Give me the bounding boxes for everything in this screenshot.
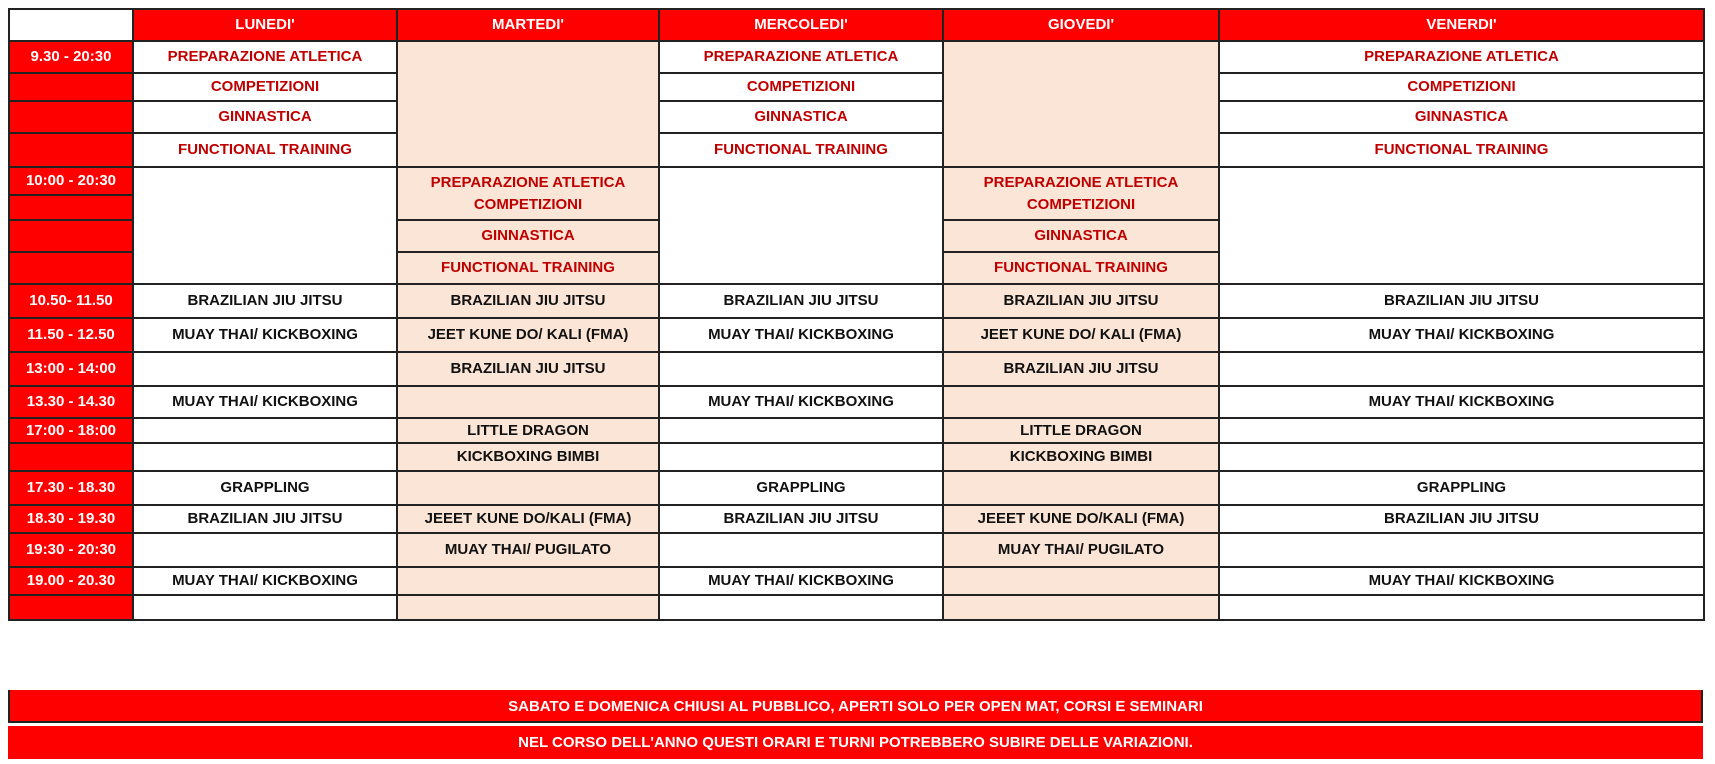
empty-cell (659, 167, 943, 284)
class-cell: COMPETIZIONI (133, 73, 397, 101)
class-cell: BRAZILIAN JIU JITSU (397, 284, 659, 318)
day-header-giovedi: GIOVEDI' (943, 9, 1219, 41)
class-cell: BRAZILIAN JIU JITSU (1219, 505, 1704, 533)
time-cell: 17.30 - 18.30 (9, 471, 133, 505)
table-row (9, 443, 1704, 471)
class-cell: GINNASTICA (943, 220, 1219, 252)
class-cell (943, 167, 1219, 220)
table-row (9, 595, 1704, 620)
time-cell: 13:00 - 14:00 (9, 352, 133, 386)
table-row (9, 318, 1704, 352)
class-cell: MUAY THAI/ KICKBOXING (659, 567, 943, 595)
empty-cell (133, 595, 397, 620)
empty-cell (397, 567, 659, 595)
empty-cell (133, 533, 397, 567)
time-cell: 11.50 - 12.50 (9, 318, 133, 352)
empty-cell (1219, 443, 1704, 471)
empty-cell (943, 567, 1219, 595)
time-cell (9, 252, 133, 284)
class-cell: BRAZILIAN JIU JITSU (133, 505, 397, 533)
table-row (9, 386, 1704, 418)
table-row (9, 41, 1704, 73)
table-row (9, 284, 1704, 318)
class-cell: GRAPPLING (659, 471, 943, 505)
class-cell: COMPETIZIONI (1219, 73, 1704, 101)
empty-cell (1219, 352, 1704, 386)
class-cell: LITTLE DRAGON (397, 418, 659, 443)
class-cell: GINNASTICA (1219, 101, 1704, 133)
empty-cell (397, 595, 659, 620)
table-row (9, 73, 1704, 101)
class-cell: MUAY THAI/ PUGILATO (943, 533, 1219, 567)
empty-cell (659, 595, 943, 620)
time-cell: 19:30 - 20:30 (9, 533, 133, 567)
empty-cell (659, 418, 943, 443)
time-cell: 13.30 - 14.30 (9, 386, 133, 418)
class-cell: MUAY THAI/ KICKBOXING (133, 386, 397, 418)
class-line: COMPETIZIONI (473, 196, 583, 213)
empty-cell (397, 471, 659, 505)
class-cell: MUAY THAI/ KICKBOXING (133, 318, 397, 352)
empty-cell (1219, 595, 1704, 620)
variation-notice: NEL CORSO DELL'ANNO QUESTI ORARI E TURNI POTREBBERO SUBIRE DELLE VARIAZIONI. (8, 726, 1703, 759)
table-row (9, 167, 1704, 195)
class-cell: GRAPPLING (133, 471, 397, 505)
table-row (9, 533, 1704, 567)
empty-cell (133, 418, 397, 443)
empty-cell (397, 386, 659, 418)
class-cell: MUAY THAI/ PUGILATO (397, 533, 659, 567)
weekend-notice: SABATO E DOMENICA CHIUSI AL PUBBLICO, APERTI SOLO PER OPEN MAT, CORSI E SEMINARI (8, 690, 1703, 723)
day-header-lunedi: LUNEDI' (133, 9, 397, 41)
table-row (9, 505, 1704, 533)
table-row (9, 352, 1704, 386)
class-cell: MUAY THAI/ KICKBOXING (659, 318, 943, 352)
time-cell: 10.50- 11.50 (9, 284, 133, 318)
time-cell: 9.30 - 20:30 (9, 41, 133, 73)
class-cell: BRAZILIAN JIU JITSU (659, 284, 943, 318)
class-cell: PREPARAZIONE ATLETICA (133, 41, 397, 73)
class-cell: MUAY THAI/ KICKBOXING (133, 567, 397, 595)
table-row (9, 133, 1704, 167)
class-cell: MUAY THAI/ KICKBOXING (1219, 318, 1704, 352)
time-cell: 17:00 - 18:00 (9, 418, 133, 443)
class-cell: BRAZILIAN JIU JITSU (943, 284, 1219, 318)
class-cell (397, 167, 659, 220)
class-cell: KICKBOXING BIMBI (397, 443, 659, 471)
empty-cell (133, 443, 397, 471)
class-line: PREPARAZIONE ATLETICA (430, 173, 626, 191)
class-cell: FUNCTIONAL TRAINING (943, 252, 1219, 284)
empty-cell (133, 352, 397, 386)
empty-cell (1219, 533, 1704, 567)
time-cell (9, 220, 133, 252)
class-cell: JEET KUNE DO/ KALI (FMA) (943, 318, 1219, 352)
class-cell: JEET KUNE DO/ KALI (FMA) (397, 318, 659, 352)
class-cell: GINNASTICA (659, 101, 943, 133)
time-cell: 18.30 - 19.30 (9, 505, 133, 533)
class-cell: FUNCTIONAL TRAINING (397, 252, 659, 284)
empty-cell (1219, 418, 1704, 443)
time-cell (9, 443, 133, 471)
empty-cell (943, 595, 1219, 620)
time-cell (9, 133, 133, 167)
time-cell: 10:00 - 20:30 (9, 167, 133, 195)
day-header-mercoledi: MERCOLEDI' (659, 9, 943, 41)
class-cell: BRAZILIAN JIU JITSU (943, 352, 1219, 386)
table-row (9, 101, 1704, 133)
day-header-martedi: MARTEDI' (397, 9, 659, 41)
table-row (9, 567, 1704, 595)
header-row (9, 9, 1704, 41)
class-cell: GINNASTICA (397, 220, 659, 252)
time-cell (9, 595, 133, 620)
class-cell: FUNCTIONAL TRAINING (133, 133, 397, 167)
class-cell: BRAZILIAN JIU JITSU (133, 284, 397, 318)
time-cell (9, 195, 133, 220)
class-cell: MUAY THAI/ KICKBOXING (659, 386, 943, 418)
class-cell: PREPARAZIONE ATLETICA (1219, 41, 1704, 73)
empty-cell (659, 443, 943, 471)
class-cell: PREPARAZIONE ATLETICA (659, 41, 943, 73)
time-cell (9, 73, 133, 101)
schedule-table (8, 8, 1705, 621)
class-cell: JEEET KUNE DO/KALI (FMA) (943, 505, 1219, 533)
class-cell: JEEET KUNE DO/KALI (FMA) (397, 505, 659, 533)
empty-cell (659, 533, 943, 567)
time-cell: 19.00 - 20.30 (9, 567, 133, 595)
corner-cell (9, 9, 133, 41)
empty-cell (397, 41, 659, 167)
empty-cell (943, 386, 1219, 418)
empty-cell (943, 471, 1219, 505)
class-cell: KICKBOXING BIMBI (943, 443, 1219, 471)
class-cell: BRAZILIAN JIU JITSU (397, 352, 659, 386)
empty-cell (659, 352, 943, 386)
class-cell: MUAY THAI/ KICKBOXING (1219, 386, 1704, 418)
class-cell: COMPETIZIONI (659, 73, 943, 101)
class-cell: GINNASTICA (133, 101, 397, 133)
class-cell: BRAZILIAN JIU JITSU (659, 505, 943, 533)
class-cell: LITTLE DRAGON (943, 418, 1219, 443)
class-cell: BRAZILIAN JIU JITSU (1219, 284, 1704, 318)
empty-cell (133, 167, 397, 284)
empty-cell (1219, 167, 1704, 284)
class-line: COMPETIZIONI (1026, 196, 1136, 213)
day-header-venerdi: VENERDI' (1219, 9, 1704, 41)
table-row (9, 418, 1704, 443)
class-cell: FUNCTIONAL TRAINING (1219, 133, 1704, 167)
class-cell: FUNCTIONAL TRAINING (659, 133, 943, 167)
class-line: PREPARAZIONE ATLETICA (983, 173, 1179, 191)
table-row (9, 471, 1704, 505)
time-cell (9, 101, 133, 133)
class-cell: MUAY THAI/ KICKBOXING (1219, 567, 1704, 595)
class-cell: GRAPPLING (1219, 471, 1704, 505)
empty-cell (943, 41, 1219, 167)
